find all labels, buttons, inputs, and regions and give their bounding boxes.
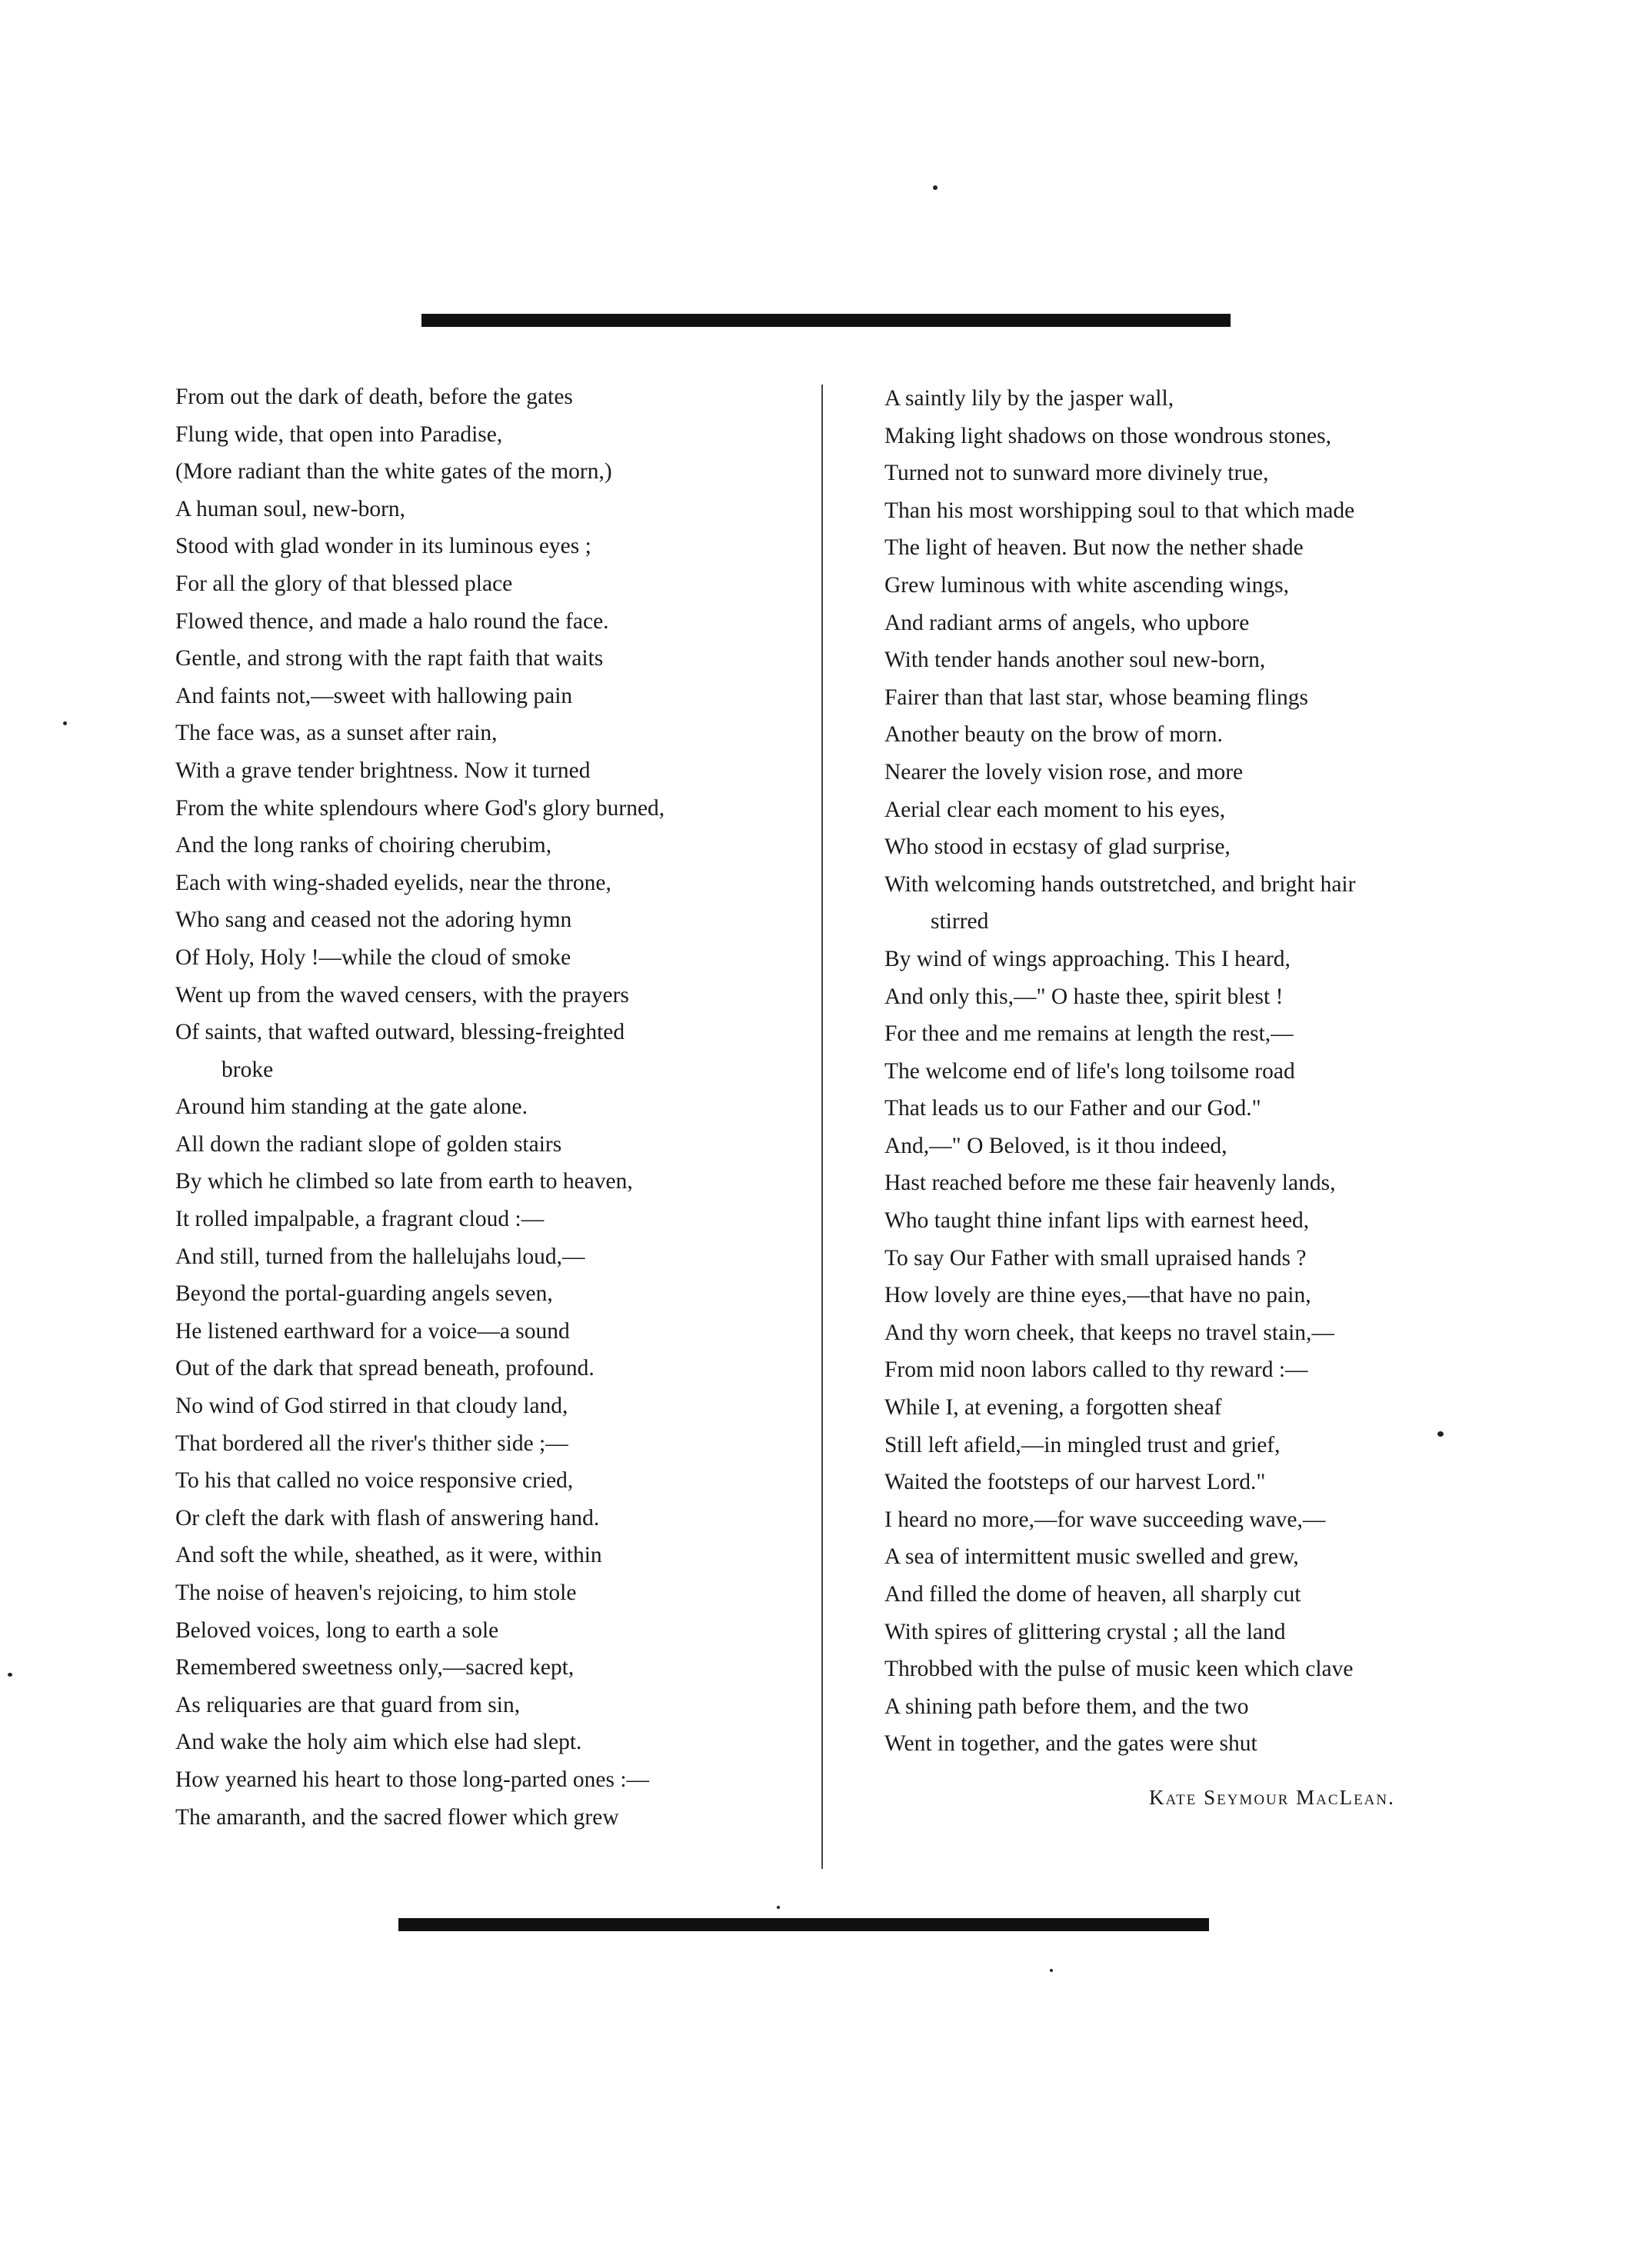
poem-line: By which he climbed so late from earth to heaven, [175,1169,633,1194]
poem-line: Out of the dark that spread beneath, profound. [175,1356,595,1381]
scan-speck [8,1673,12,1677]
poem-line: With welcoming hands outstretched, and bright hair [884,871,1356,897]
scan-speck [933,185,938,190]
poem-line: Fairer than that last star, whose beaming flings [884,684,1308,710]
scan-speck [1050,1969,1053,1972]
poem-line: All down the radiant slope of golden stairs [175,1131,562,1157]
poem-line: As reliquaries are that guard from sin, [175,1692,521,1717]
poem-line: From mid noon labors called to thy reward :— [884,1357,1308,1383]
poem-line: And,—" O Beloved, is it thou indeed, [884,1133,1227,1158]
poem-line: With tender hands another soul new-born, [884,648,1266,673]
poem-line: Than his most worshipping soul to that which made [884,498,1355,523]
poem-line: Waited the footsteps of our harvest Lord." [884,1470,1266,1495]
poem-line: The amaranth, and the sacred flower which grew [175,1804,619,1830]
poem-line: How lovely are thine eyes,—that have no pain, [884,1283,1311,1308]
poem-line: The light of heaven. But now the nether shade [884,535,1304,561]
poem-line: stirred [931,909,989,934]
poem-line: How yearned his heart to those long-parted ones :— [175,1767,650,1792]
column-divider [821,385,823,1869]
poem-line: And wake the holy aim which else had slept. [175,1730,582,1755]
poem-line: Stood with glad wonder in its luminous eyes ; [175,534,591,559]
poem-line: Who taught thine infant lips with earnest heed, [884,1208,1310,1234]
poem-line: Hast reached before me these fair heavenly lands, [884,1171,1336,1196]
poem-line: That bordered all the river's thither side ;— [175,1431,568,1456]
poem-line: From out the dark of death, before the gates [175,385,573,409]
poem-line: With a grave tender brightness. Now it turned [175,758,591,783]
poem-line: While I, at evening, a forgotten sheaf [884,1395,1222,1421]
poem-line: He listened earthward for a voice—a sound [175,1318,570,1344]
poem-line: Went in together, and the gates were shut [884,1731,1257,1757]
poem-line: To his that called no voice responsive cried, [175,1468,574,1494]
poem-line: Aerial clear each moment to his eyes, [884,797,1226,822]
poem-line: Gentle, and strong with the rapt faith that waits [175,646,604,671]
poem-line: broke [221,1057,274,1082]
poem-line: The welcome end of life's long toilsome road [884,1058,1295,1084]
poem-left-column [175,378,806,1836]
poem-line: (More radiant than the white gates of the morn,) [175,459,612,485]
poem-line: And only this,—" O haste thee, spirit blest ! [884,984,1284,1009]
poem-line: And faints not,—sweet with hallowing pain [175,683,573,708]
poem-line: Beloved voices, long to earth a sole [175,1617,499,1643]
poem-line: Who stood in ecstasy of glad surprise, [884,834,1231,860]
poem-line: Another beauty on the brow of morn. [884,722,1223,748]
poem-line: Throbbed with the pulse of music keen which clave [884,1657,1354,1682]
poem-line: Each with wing-shaded eyelids, near the throne, [175,870,611,895]
poem-line: Around him standing at the gate alone. [175,1094,528,1120]
poem-line: Went up from the waved censers, with the prayers [175,982,629,1008]
poem-line: A shining path before them, and the two [884,1694,1249,1719]
poem-line: Beyond the portal-guarding angels seven, [175,1281,553,1307]
scan-speck [1437,1431,1444,1437]
poem-line: Nearer the lovely vision rose, and more [884,759,1244,784]
poem-line: It rolled impalpable, a fragrant cloud :— [175,1207,545,1232]
poem-line: Remembered sweetness only,—sacred kept, [175,1655,575,1680]
poem-line: I heard no more,—for wave succeeding wave,— [884,1507,1326,1532]
poem-line: The noise of heaven's rejoicing, to him stole [175,1580,577,1605]
poem-line: That leads us to our Father and our God." [884,1096,1261,1121]
poem-line: And filled the dome of heaven, all sharply cut [884,1582,1301,1607]
poem-line: To say Our Father with small upraised hands ? [884,1245,1307,1271]
author-signature: Kate Seymour MacLean. [1149,1786,1395,1809]
poem-line: Grew luminous with white ascending wings, [884,572,1290,598]
poem-line: Still left afield,—in mingled trust and grief, [884,1432,1281,1457]
poem-line: Or cleft the dark with flash of answering hand. [175,1505,600,1531]
poem-line: Who sang and ceased not the adoring hymn [175,908,572,933]
poem-line: By wind of wings approaching. This I heard, [884,946,1291,971]
poem-line: For thee and me remains at length the rest,— [884,1021,1294,1047]
poem-line: Of Holy, Holy !—while the cloud of smoke [175,944,571,970]
poem-line: And the long ranks of choiring cherubim, [175,833,552,858]
poem-line: And thy worn cheek, that keeps no travel stain,— [884,1320,1334,1345]
poem-line: A saintly lily by the jasper wall, [884,386,1174,411]
poem-line: Flowed thence, and made a halo round the face. [175,608,609,634]
scan-speck [777,1906,780,1909]
poem-line: Turned not to sunward more divinely true, [884,461,1269,486]
poem-line: A sea of intermittent music swelled and grew, [884,1544,1299,1570]
poem-line: The face was, as a sunset after rain, [175,721,498,746]
poem-line: From the white splendours where God's glory burned, [175,795,665,821]
poem-line: Making light shadows on those wondrous stones, [884,423,1331,448]
poem-line: A human soul, new-born, [175,496,406,521]
poem-line: Of saints, that wafted outward, blessing-freighted [175,1020,625,1045]
bottom-rule [398,1918,1209,1931]
poem-line: Flung wide, that open into Paradise, [175,421,503,447]
poem-right-column [884,380,1515,1763]
poem-line: No wind of God stirred in that cloudy land, [175,1394,568,1419]
poem-line: And radiant arms of angels, who upbore [884,610,1250,635]
top-rule [421,314,1231,327]
scan-speck [63,721,67,725]
poem-line: And soft the while, sheathed, as it were, within [175,1543,602,1568]
poem-line: With spires of glittering crystal ; all the land [884,1619,1286,1644]
poem-line: And still, turned from the hallelujahs loud,— [175,1244,585,1269]
poem-line: For all the glory of that blessed place [175,571,513,596]
